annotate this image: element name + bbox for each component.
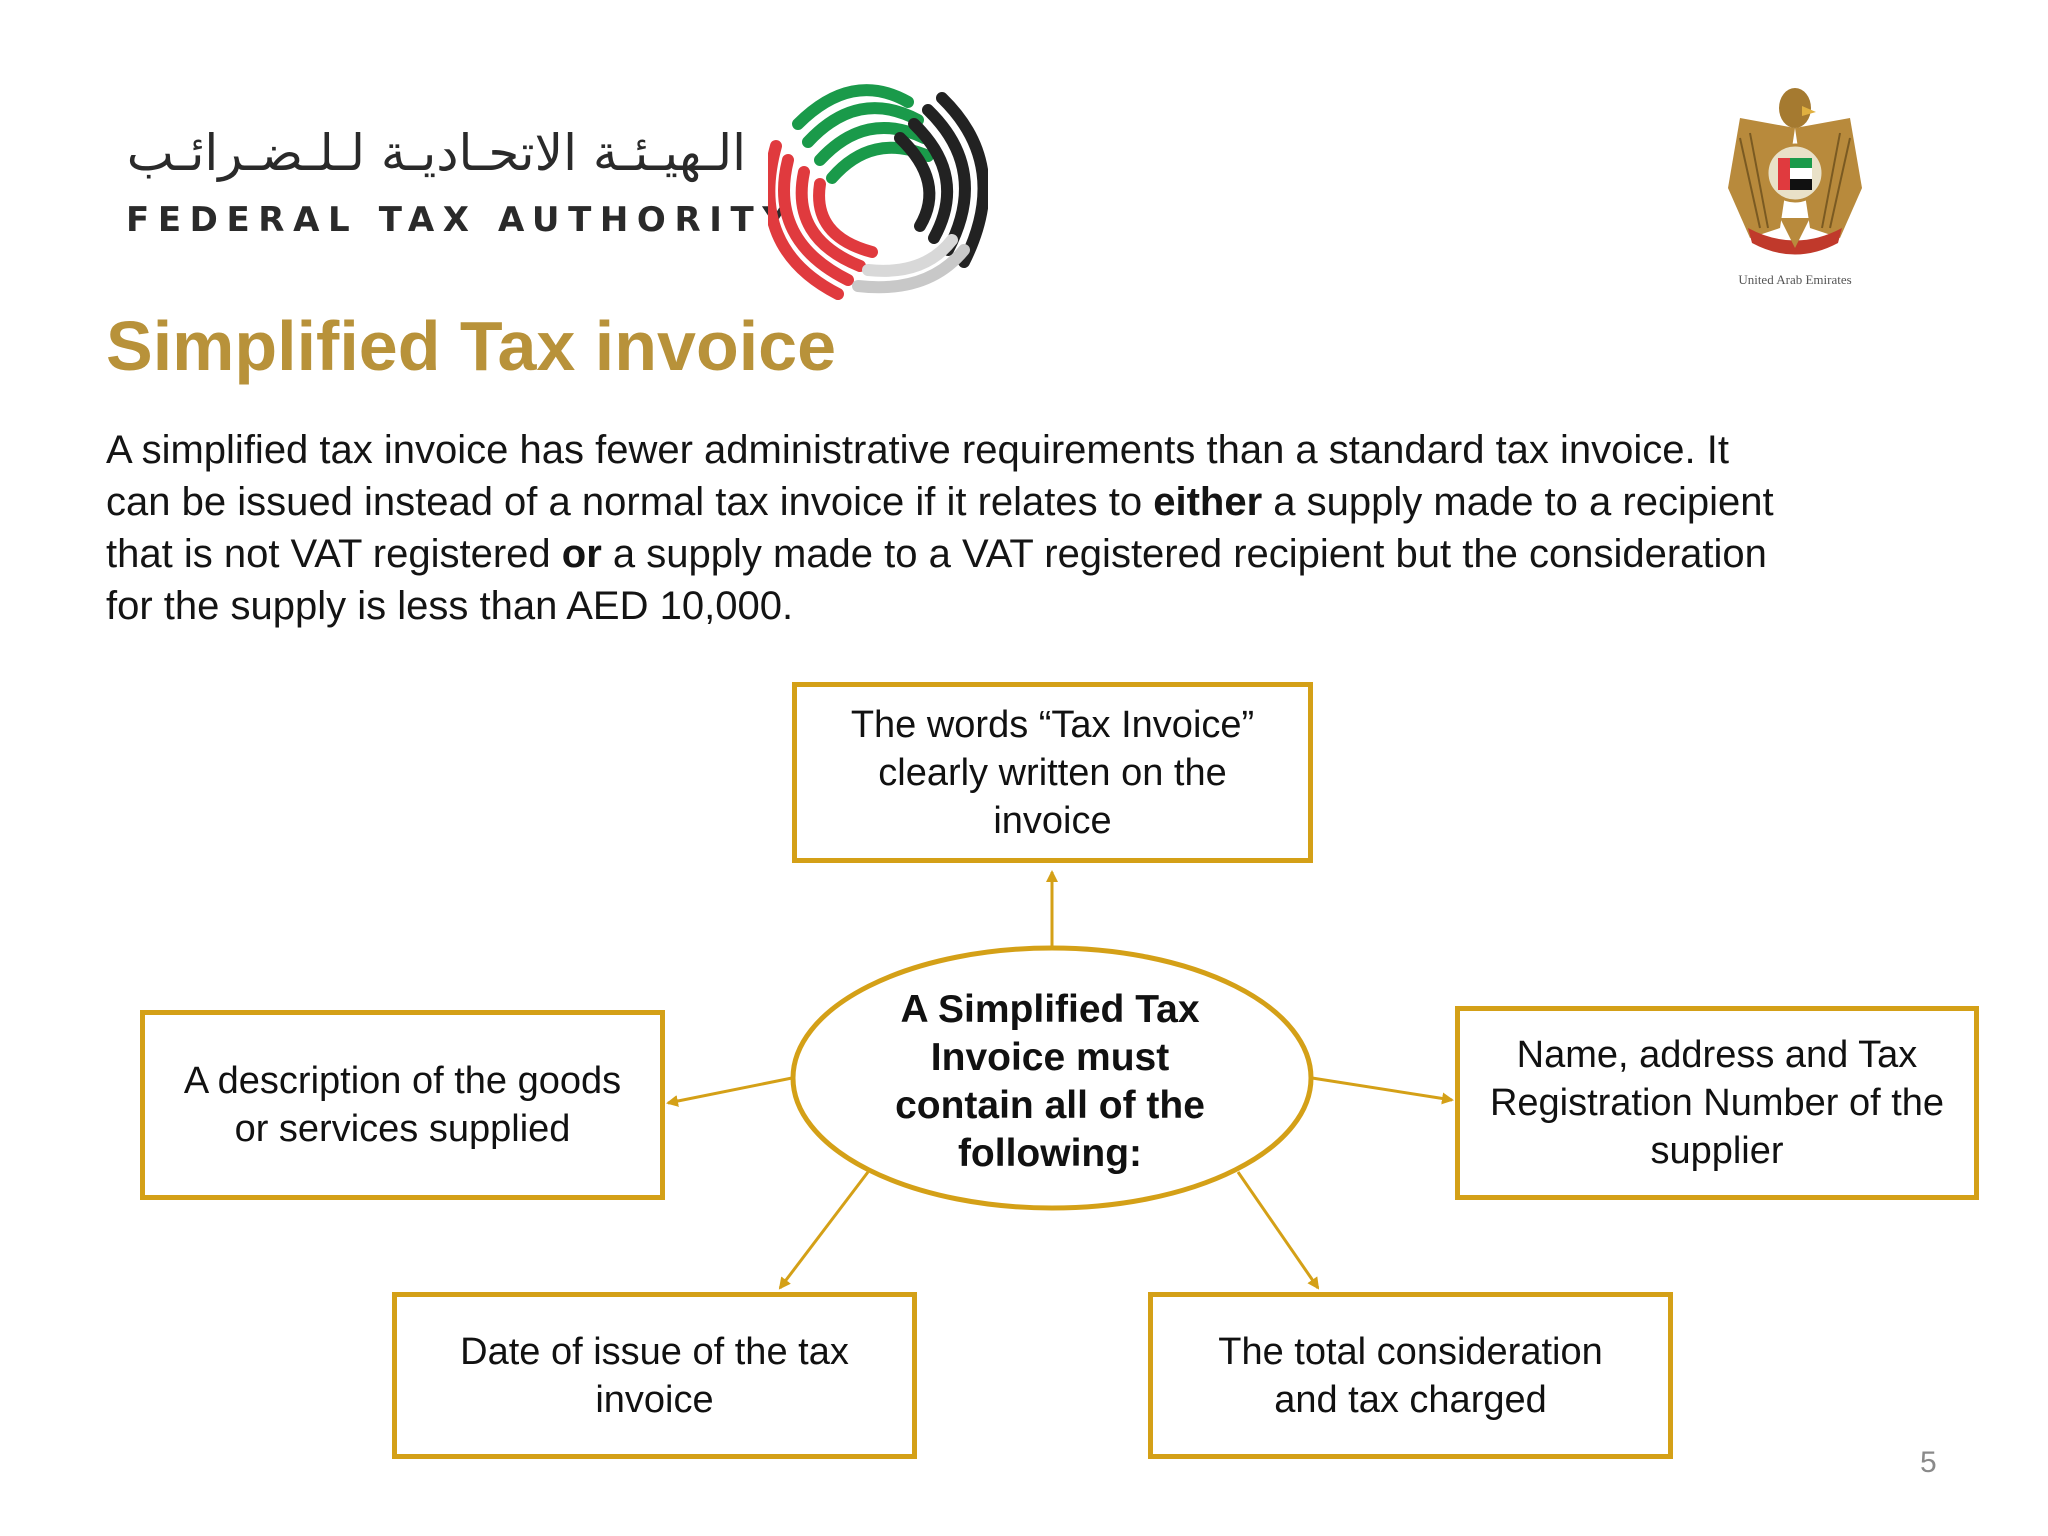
page-number: 5 [1920,1446,1937,1479]
arrow-to-left [668,1078,792,1103]
arrow-to-bottom-right [1238,1172,1318,1288]
box-tax-invoice-words: The words “Tax Invoice” clearly written on the invoice [792,682,1313,863]
box-date-of-issue: Date of issue of the tax invoice [392,1292,917,1459]
intro-line-1: A simplified tax invoice has fewer administrative requirements than a standard tax invoice. It [106,428,1730,472]
intro-line-2: can be issued instead of a normal tax invoice if it relates to either a supply made to a recipient [106,480,1774,524]
emphasis-either: either [1153,480,1263,524]
fta-logo-arabic-text: الـهيـئـة الاتحـاديـة لـلـضـرائـب [126,124,746,182]
arrow-to-right [1312,1078,1452,1100]
fta-logo-english-text: FEDERAL TAX AUTHORITY [126,200,796,240]
intro-line-3: that is not VAT registered or a supply made to a VAT registered recipient but the consideration [106,532,1767,576]
emphasis-or: or [561,532,602,576]
box-total-consideration: The total consideration and tax charged [1148,1292,1673,1459]
center-requirement-text: A Simplified Tax Invoice must contain all of the following: [895,988,1205,1175]
box-supplier-details: Name, address and Tax Registration Number of the supplier [1455,1006,1979,1200]
uae-caption: United Arab Emirates [1738,272,1852,287]
intro-line-4: for the supply is less than AED 10,000. [106,584,794,628]
page-title: Simplified Tax invoice [106,307,837,385]
box-goods-description: A description of the goods or services supplied [140,1010,665,1200]
arrow-to-bottom-left [780,1172,868,1288]
